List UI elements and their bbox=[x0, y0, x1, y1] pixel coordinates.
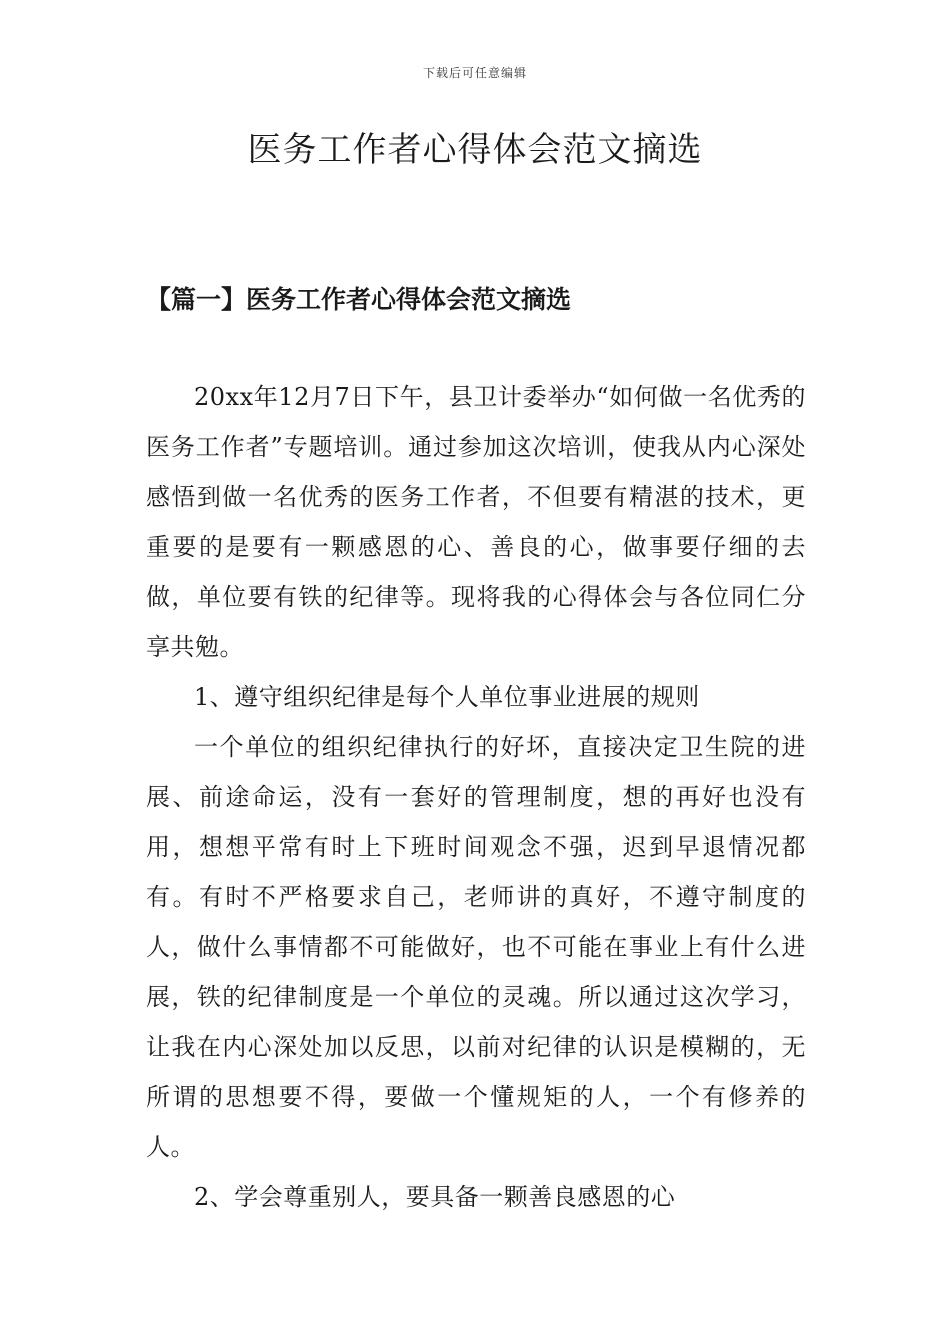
numbered-heading-1: 1、遵守组织纪律是每个人单位事业进展的规则 bbox=[194, 683, 700, 711]
paragraph-discipline: 一个单位的组织纪律执行的好坏，直接决定卫生院的进展、前途命运，没有一套好的管理制度，想的再好也没有用，想想平常有时上下班时间观念不强，迟到早退情况都有。有时不严格要求自己，老师讲的真好，不遵守制度的人，做什么事情都不可能做好，也不可能在事业上有什么进展，铁的纪律制度是一个单位的灵魂。所以通过这次学习，让我在内心深处加以反思，以前对纪律的认识是模糊的，无所谓的思想要不得，要做一个懂规矩的人，一个有修养的人。 bbox=[146, 733, 806, 1161]
page-header-note: 下载后可任意编辑 bbox=[422, 66, 527, 80]
section-heading: 【篇一】医务工作者心得体会范文摘选 bbox=[146, 285, 572, 314]
document-body bbox=[146, 372, 806, 1222]
document-title: 医务工作者心得体会范文摘选 bbox=[247, 130, 703, 170]
numbered-heading-2: 2、学会尊重别人，要具备一颗善良感恩的心 bbox=[194, 1183, 676, 1211]
paragraph-intro: 20xx年12月7日下午，县卫计委举办“如何做一名优秀的医务工作者”专题培训。通过参加这次培训，使我从内心深处感悟到做一名优秀的医务工作者，不但要有精湛的技术，更重要的是要有一颗感恩的心、善良的心，做事要仔细的去做，单位要有铁的纪律等。现将我的心得体会与各位同仁分享共勉。 bbox=[146, 383, 806, 661]
